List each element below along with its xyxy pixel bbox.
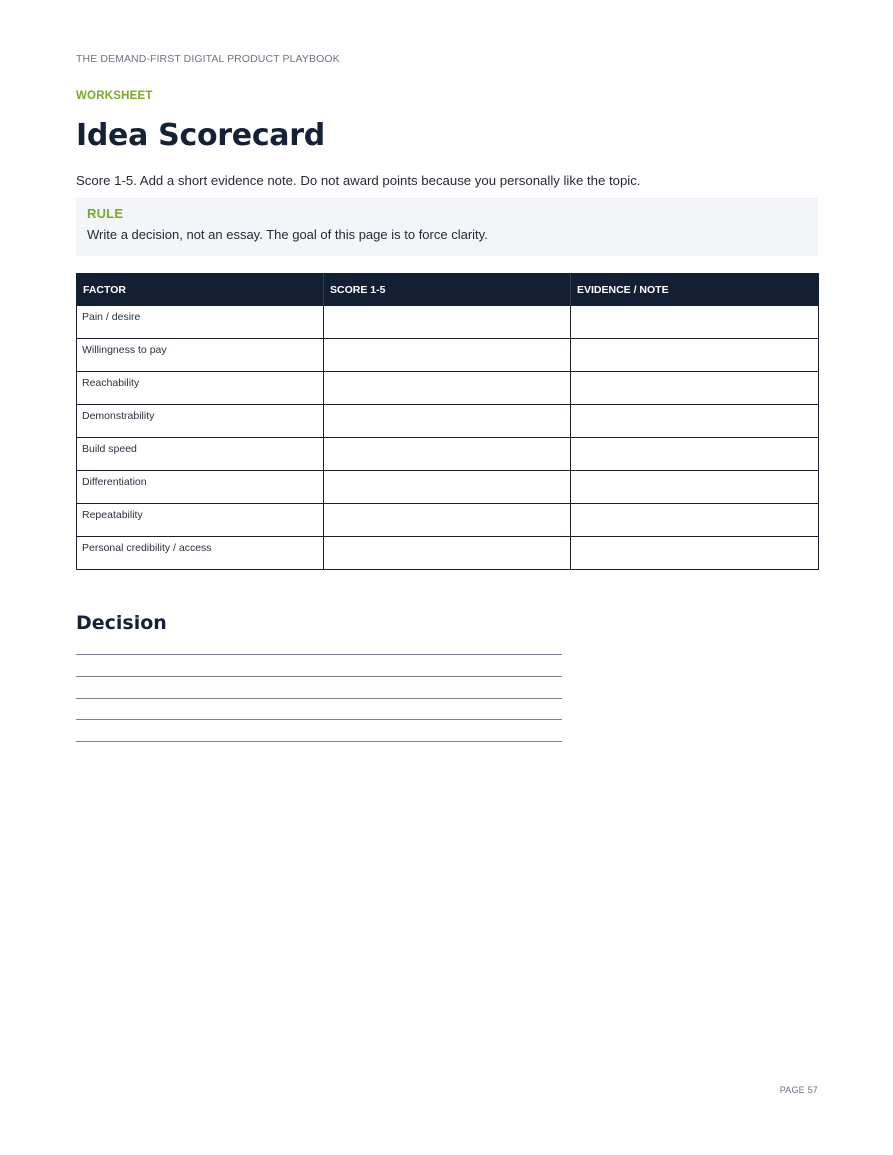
decision-writing-line[interactable]: [76, 676, 562, 677]
score-cell[interactable]: [324, 504, 571, 537]
factor-cell: Demonstrability: [77, 405, 324, 438]
score-cell[interactable]: [324, 339, 571, 372]
page-title: Idea Scorecard: [76, 118, 325, 153]
factor-cell: Repeatability: [77, 504, 324, 537]
score-cell[interactable]: [324, 438, 571, 471]
running-header: THE DEMAND-FIRST DIGITAL PRODUCT PLAYBOOK: [76, 53, 340, 65]
evidence-cell[interactable]: [571, 537, 819, 570]
score-cell[interactable]: [324, 405, 571, 438]
table-row: [77, 438, 819, 471]
factor-cell: Differentiation: [77, 471, 324, 504]
score-cell[interactable]: [324, 306, 571, 339]
evidence-cell[interactable]: [571, 372, 819, 405]
evidence-cell[interactable]: [571, 339, 819, 372]
table-row: [77, 405, 819, 438]
decision-writing-line[interactable]: [76, 654, 562, 655]
section-eyebrow: WORKSHEET: [76, 90, 153, 102]
decision-writing-line[interactable]: [76, 698, 562, 699]
factor-cell: Willingness to pay: [77, 339, 324, 372]
rule-callout: [76, 197, 818, 256]
rule-text: Write a decision, not an essay. The goal of this page is to force clarity.: [87, 227, 488, 242]
rule-label: RULE: [87, 206, 124, 221]
score-cell[interactable]: [324, 372, 571, 405]
table-row: [77, 306, 819, 339]
evidence-cell[interactable]: [571, 438, 819, 471]
scorecard-table: [76, 273, 819, 570]
table-header-row: [77, 274, 819, 306]
evidence-cell[interactable]: [571, 471, 819, 504]
table-row: [77, 537, 819, 570]
evidence-cell[interactable]: [571, 306, 819, 339]
decision-heading: Decision: [76, 612, 167, 634]
score-cell[interactable]: [324, 471, 571, 504]
table-row: [77, 504, 819, 537]
factor-cell: Pain / desire: [77, 306, 324, 339]
factor-cell: Build speed: [77, 438, 324, 471]
evidence-cell[interactable]: [571, 405, 819, 438]
page-number: PAGE 57: [779, 1085, 818, 1095]
table-row: [77, 339, 819, 372]
table-row: [77, 372, 819, 405]
score-cell[interactable]: [324, 537, 571, 570]
column-header-factor: FACTOR: [77, 274, 324, 306]
factor-cell: Reachability: [77, 372, 324, 405]
evidence-cell[interactable]: [571, 504, 819, 537]
factor-cell: Personal credibility / access: [77, 537, 324, 570]
column-header-score: SCORE 1-5: [324, 274, 571, 306]
decision-writing-line[interactable]: [76, 719, 562, 720]
table-row: [77, 471, 819, 504]
column-header-evidence: EVIDENCE / NOTE: [571, 274, 819, 306]
decision-writing-line[interactable]: [76, 741, 562, 742]
intro-text: Score 1-5. Add a short evidence note. Do not award points because you personally like the topic.: [76, 173, 641, 188]
